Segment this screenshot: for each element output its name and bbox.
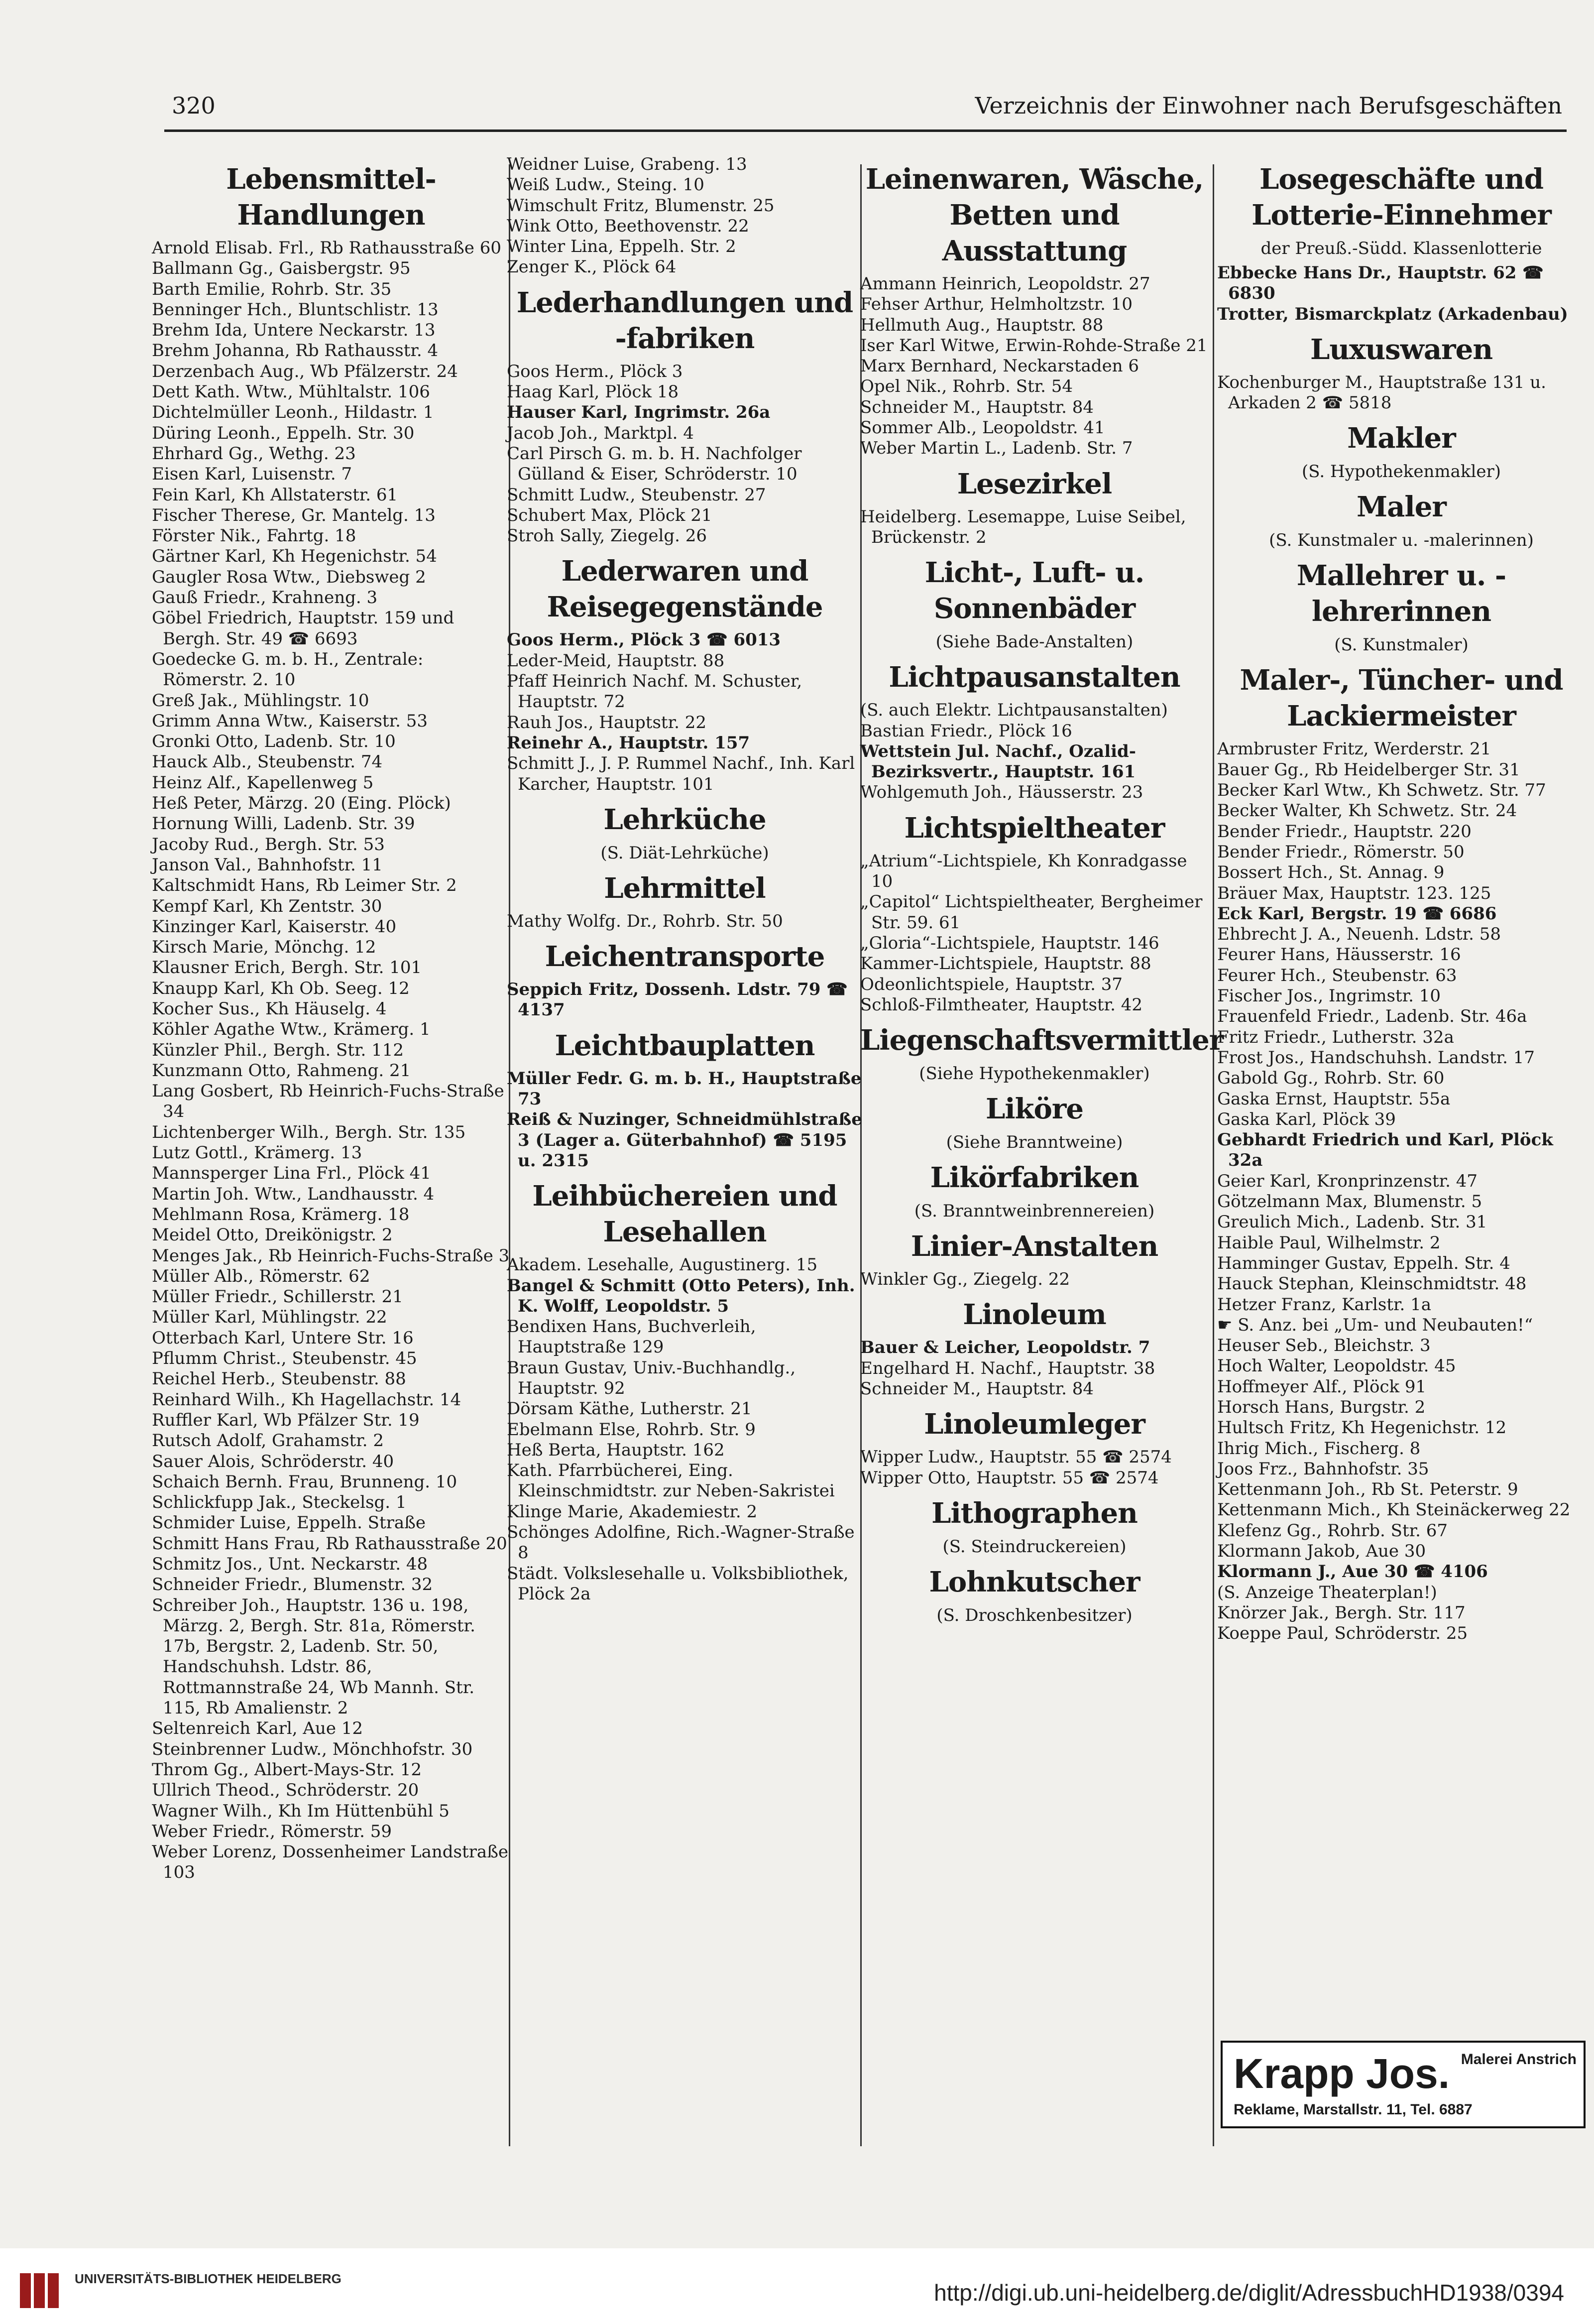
directory-entry: Pflumm Christ., Steubenstr. 45 [152, 1348, 417, 1369]
directory-entry: Eisen Karl, Luisenstr. 7 [152, 464, 352, 485]
directory-entry: Kochenburger M., Hauptstraße 131 u. Arkaden 2 ☎ 5818 [1217, 372, 1552, 413]
directory-entry: Wohlgemuth Joh., Häusserstr. 23 [860, 782, 1143, 803]
directory-entry: Jacob Joh., Marktpl. 4 [507, 423, 694, 443]
directory-entry: Steinbrenner Ludw., Mönchhofstr. 30 [152, 1739, 473, 1759]
directory-entry: Schmitt Ludw., Steubenstr. 27 [507, 485, 766, 505]
section-crossref: (S. Branntweinbrennereien) [914, 1201, 1155, 1222]
directory-entry: Dichtelmüller Leonh., Hildastr. 1 [152, 402, 434, 423]
section-heading: Maler-, Tüncher- und Lackiermeister [1240, 664, 1563, 733]
directory-entry: Winter Lina, Eppelh. Str. 2 [507, 237, 736, 257]
directory-entry: Heidelberg. Lesemappe, Luise Seibel, Brückenstr. 2 [860, 506, 1192, 547]
directory-entry: Mehlmann Rosa, Krämerg. 18 [152, 1204, 410, 1224]
directory-section [507, 553, 863, 794]
directory-entry: „Capitol“ Lichtspieltheater, Bergheimer Str. 59. 61 [860, 892, 1208, 933]
directory-entry: Throm Gg., Albert-Mays-Str. 12 [152, 1759, 422, 1780]
directory-entry: Bendixen Hans, Buchverleih, Hauptstraße 129 [507, 1317, 762, 1357]
directory-entry: Opel Nik., Rohrb. Str. 54 [860, 376, 1073, 397]
directory-entry: Sommer Alb., Leopoldstr. 41 [860, 418, 1105, 438]
directory-entry: Martin Joh. Wtw., Landhausstr. 4 [152, 1184, 435, 1204]
directory-section [1217, 489, 1586, 551]
directory-entry: Knaupp Karl, Kh Ob. Seeg. 12 [152, 978, 410, 998]
ad-details: Reklame, Marstallstr. 11, Tel. 6887 [1234, 2101, 1473, 2118]
directory-entry: (S. Anzeige Theaterplan!) [1217, 1582, 1437, 1602]
directory-section [1217, 420, 1586, 482]
directory-entry: „Atrium“-Lichtspiele, Kh Konradgasse 10 [860, 851, 1193, 892]
directory-entry: Rauh Jos., Hauptstr. 22 [507, 712, 706, 733]
directory-entry: Janson Val., Bahnhofstr. 11 [152, 855, 383, 875]
section-heading: Likörfabriken [930, 1161, 1139, 1195]
page-number: 320 [172, 92, 216, 119]
directory-entry: Seppich Fritz, Dossenh. Ldstr. 79 ☎ 4137 [507, 979, 854, 1020]
directory-entry: Müller Karl, Mühlingstr. 22 [152, 1307, 387, 1328]
directory-entry: Schubert Max, Plöck 21 [507, 505, 712, 525]
directory-entry: Fehser Arthur, Helmholtzstr. 10 [860, 294, 1133, 315]
directory-entry: Sauer Alois, Schröderstr. 40 [152, 1451, 394, 1471]
directory-entry: Hamminger Gustav, Eppelh. Str. 4 [1217, 1253, 1510, 1273]
directory-entry: Fein Karl, Kh Allstaterstr. 61 [152, 485, 398, 505]
directory-entry: Reinhard Wilh., Kh Hagellachstr. 14 [152, 1389, 461, 1410]
directory-entry: Frauenfeld Friedr., Ladenb. Str. 46a [1217, 1006, 1527, 1027]
directory-entry: Bossert Hch., St. Annag. 9 [1217, 862, 1445, 883]
section-heading: Linoleumleger [924, 1408, 1145, 1441]
directory-entry: Reiß & Nuzinger, Schneidmühlstraße 3 (Lager a. Güterbahnhof) ☎ 5195 u. 2315 [507, 1109, 868, 1171]
directory-entry: Schreiber Joh., Hauptstr. 136 u. 198, Märzg. 2, Bergh. Str. 81a, Römerstr. 17b, Bergstr. 2, Ladenb. Str. 50, Handschuhsh. Ldstr. 86, Rottmannstraße 24, Wb Mannh. Str. 115, Rb Amalienstr. 2 [152, 1595, 481, 1718]
directory-entry: Weber Martin L., Ladenb. Str. 7 [860, 438, 1133, 459]
section-heading: Leinenwaren, Wäsche, Betten und Ausstattung [865, 163, 1204, 267]
directory-entry: Akadem. Lesehalle, Augustinerg. 15 [507, 1255, 818, 1275]
directory-entry: Gabold Gg., Rohrb. Str. 60 [1217, 1068, 1445, 1089]
directory-entry: Wagner Wilh., Kh Im Hüttenbühl 5 [152, 1801, 450, 1821]
directory-entry: Stroh Sally, Ziegelg. 26 [507, 526, 707, 546]
directory-entry: Weiß Ludw., Steing. 10 [507, 175, 704, 195]
directory-entry: Klausner Erich, Bergh. Str. 101 [152, 958, 422, 978]
directory-entry: Lutz Gottl., Krämerg. 13 [152, 1143, 362, 1163]
directory-entry: Weber Friedr., Römerstr. 59 [152, 1821, 392, 1841]
directory-section [507, 1028, 868, 1171]
directory-entry: Bauer Gg., Rb Heidelberger Str. 31 [1217, 759, 1520, 780]
directory-section [1217, 558, 1586, 655]
directory-entry: Becker Karl Wtw., Kh Schwetz. Str. 77 [1217, 780, 1546, 801]
directory-entry: Fritz Friedr., Lutherstr. 32a [1217, 1027, 1454, 1047]
directory-entry: Hoffmeyer Alf., Plöck 91 [1217, 1376, 1427, 1397]
running-title: Verzeichnis der Einwohner nach Berufsgeschäften [975, 92, 1562, 119]
directory-entry: Hoch Walter, Leopoldstr. 45 [1217, 1356, 1456, 1376]
directory-section [860, 1022, 1224, 1084]
directory-entry: Bastian Friedr., Plöck 16 [860, 721, 1072, 741]
column-4 [1217, 154, 1586, 2324]
directory-entry: Schlickfupp Jak., Steckelsg. 1 [152, 1492, 407, 1513]
directory-entry: Gebhardt Friedrich und Karl, Plöck 32a [1217, 1130, 1559, 1171]
directory-entry: Kunzmann Otto, Rahmeng. 21 [152, 1060, 411, 1081]
section-heading: Licht-, Luft- u. Sonnenbäder [924, 556, 1144, 625]
directory-entry: Kettenmann Mich., Kh Steinäckerweg 22 [1217, 1500, 1571, 1520]
section-heading: Luxuswaren [1310, 333, 1493, 366]
directory-entry: Kammer-Lichtspiele, Hauptstr. 88 [860, 954, 1151, 974]
directory-entry: Gärtner Karl, Kh Hegenichstr. 54 [152, 546, 437, 567]
directory-entry: Müller Fedr. G. m. b. H., Hauptstraße 73 [507, 1068, 868, 1109]
directory-entry: Kirsch Marie, Mönchg. 12 [152, 937, 376, 958]
directory-entry: Geier Karl, Kronprinzenstr. 47 [1217, 1171, 1478, 1191]
directory-entry: Weidner Luise, Grabeng. 13 [507, 154, 747, 174]
section-heading: Maler [1357, 490, 1446, 524]
directory-entry: Wipper Ludw., Hauptstr. 55 ☎ 2574 [860, 1447, 1172, 1468]
directory-entry: Brehm Ida, Untere Neckarstr. 13 [152, 320, 436, 341]
directory-entry: Förster Nik., Fahrtg. 18 [152, 526, 356, 546]
directory-entry: Kaltschmidt Hans, Rb Leimer Str. 2 [152, 875, 457, 896]
section-heading: Makler [1347, 422, 1456, 455]
section-crossref: der Preuß.-Südd. Klassenlotterie [1260, 239, 1542, 258]
directory-entry: Schaich Bernh. Frau, Brunneng. 10 [152, 1471, 457, 1492]
directory-entry: Bangel & Schmitt (Otto Peters), Inh. K. Wolff, Leopoldstr. 5 [507, 1275, 861, 1316]
directory-section [860, 466, 1209, 548]
directory-entry: Hetzer Franz, Karlstr. 1a [1217, 1294, 1432, 1315]
directory-section [860, 1228, 1209, 1290]
directory-entry: Ihrig Mich., Fischerg. 8 [1217, 1438, 1421, 1459]
directory-entry: Schmitt J., J. P. Rummel Nachf., Inh. Karl Karcher, Hauptstr. 101 [507, 753, 861, 794]
directory-entry: Winkler Gg., Ziegelg. 22 [860, 1269, 1070, 1290]
directory-entry: Bender Friedr., Römerstr. 50 [1217, 842, 1465, 862]
directory-section [860, 1564, 1209, 1626]
directory-entry: Ebbecke Hans Dr., Hauptstr. 62 ☎ 6830 [1217, 263, 1550, 304]
directory-entry: Bauer & Leicher, Leopoldstr. 7 [860, 1338, 1150, 1358]
directory-entry: Joos Frz., Bahnhofstr. 35 [1217, 1459, 1429, 1479]
section-heading: Lehrmittel [604, 871, 766, 905]
section-heading: Lohnkutscher [929, 1565, 1140, 1598]
directory-entry: Gaska Karl, Plöck 39 [1217, 1109, 1396, 1129]
directory-entry: Reichel Herb., Steubenstr. 88 [152, 1369, 406, 1389]
directory-entry: Hultsch Fritz, Kh Hegenichstr. 12 [1217, 1418, 1507, 1438]
directory-section [507, 802, 863, 863]
section-heading: Leichentransporte [545, 940, 825, 974]
directory-section [860, 1160, 1209, 1222]
directory-entry: Hellmuth Aug., Hauptstr. 88 [860, 315, 1104, 335]
directory-entry: Benninger Hch., Bluntschlistr. 13 [152, 299, 439, 320]
directory-entry: „Gloria“-Lichtspiele, Hauptstr. 146 [860, 933, 1159, 953]
section-crossref: (S. Droschkenbesitzer) [936, 1605, 1133, 1625]
directory-entry: Goos Herm., Plöck 3 [507, 361, 683, 381]
directory-section [507, 1178, 863, 1604]
directory-entry: Hauck Alb., Steubenstr. 74 [152, 752, 383, 772]
directory-entry: Jacoby Rud., Bergh. Str. 53 [152, 834, 385, 855]
directory-entry: Städt. Volkslesehalle u. Volksbibliothek, Plöck 2a [507, 1563, 854, 1604]
directory-section [860, 1297, 1209, 1399]
directory-entry: Schmitt Hans Frau, Rb Rathausstraße 20 [152, 1533, 507, 1554]
directory-entry: Klormann J., Aue 30 ☎ 4106 [1217, 1562, 1488, 1582]
section-heading: Linier-Anstalten [911, 1230, 1158, 1263]
directory-entry: Klinge Marie, Akademiestr. 2 [507, 1501, 758, 1522]
section-heading: Lederhandlungen und -fabriken [516, 286, 853, 355]
section-heading: Lichtpausanstalten [889, 661, 1180, 694]
directory-entry: Schmider Luise, Eppelh. Straße [152, 1513, 426, 1533]
directory-entry: Schneider M., Hauptstr. 84 [860, 1379, 1094, 1399]
directory-entry: Arnold Elisab. Frl., Rb Rathausstraße 60 [152, 238, 501, 258]
directory-entry: Weber Lorenz, Dossenheimer Landstraße 103 [152, 1842, 514, 1883]
directory-entry: Koeppe Paul, Schröderstr. 25 [1217, 1623, 1468, 1644]
directory-entry: Pfaff Heinrich Nachf. M. Schuster, Hauptstr. 72 [507, 671, 807, 712]
directory-entry: Marx Bernhard, Neckarstaden 6 [860, 356, 1139, 376]
directory-entry: Becker Walter, Kh Schwetz. Str. 24 [1217, 801, 1517, 821]
directory-entry: Lang Gosbert, Rb Heinrich-Fuchs-Straße 34 [152, 1081, 510, 1122]
directory-entry: (S. auch Elektr. Lichtpausanstalten) [860, 700, 1168, 721]
directory-entry: Leder-Meid, Hauptstr. 88 [507, 650, 725, 671]
directory-section [507, 285, 863, 547]
directory-section [1217, 332, 1586, 414]
section-heading: Leichtbauplatten [555, 1029, 815, 1062]
section-heading: Losegeschäfte und Lotterie-Einnehmer [1252, 163, 1551, 232]
directory-entry: Mannsperger Lina Frl., Plöck 41 [152, 1163, 431, 1184]
directory-entry: Schloß-Filmtheater, Hauptstr. 42 [860, 994, 1142, 1015]
directory-entry: Brehm Johanna, Rb Rathausstr. 4 [152, 341, 439, 361]
section-heading: Leihbüchereien und Lesehallen [532, 1180, 837, 1249]
directory-entry: Goedecke G. m. b. H., Zentrale: Römerstr. 2. 10 [152, 649, 429, 690]
column-1 [152, 154, 514, 2324]
directory-section [507, 870, 863, 932]
directory-section [860, 1406, 1209, 1488]
section-heading: Lesezirkel [957, 467, 1112, 500]
directory-entry: Derzenbach Aug., Wb Pfälzerstr. 24 [152, 361, 458, 381]
directory-entry: Armbruster Fritz, Werderstr. 21 [1217, 739, 1491, 759]
directory-entry: Greß Jak., Mühlingstr. 10 [152, 690, 369, 711]
advertisement-box [1221, 2041, 1586, 2128]
directory-section [1217, 161, 1586, 325]
directory-entry: Göbel Friedrich, Hauptstr. 159 und Bergh. Str. 49 ☎ 6693 [152, 608, 460, 649]
directory-entry: Feurer Hch., Steubenstr. 63 [1217, 965, 1457, 985]
section-heading: Lehrküche [603, 803, 766, 836]
directory-entry: Ehrhard Gg., Wethg. 23 [152, 443, 356, 464]
directory-entry: Hauser Karl, Ingrimstr. 26a [507, 402, 771, 423]
directory-section [860, 810, 1209, 1015]
directory-section [1217, 662, 1586, 1644]
directory-entry: Kath. Pfarrbücherei, Eing. Kleinschmidtstr. zur Neben-Sakristei [507, 1461, 835, 1501]
directory-entry: Gaska Ernst, Hauptstr. 55a [1217, 1089, 1451, 1109]
directory-entry: Gaugler Rosa Wtw., Diebsweg 2 [152, 567, 426, 587]
directory-section [860, 659, 1209, 803]
directory-entry: Hauck Stephan, Kleinschmidtstr. 48 [1217, 1274, 1527, 1294]
directory-entry: Schmitz Jos., Unt. Neckarstr. 48 [152, 1554, 428, 1574]
directory-entry: Düring Leonh., Eppelh. Str. 30 [152, 423, 415, 443]
directory-entry: Schneider M., Hauptstr. 84 [860, 397, 1094, 417]
directory-entry: Bräuer Max, Hauptstr. 123. 125 [1217, 883, 1491, 903]
directory-entry: Seltenreich Karl, Aue 12 [152, 1718, 363, 1739]
directory-section [860, 555, 1209, 652]
directory-entry: Knörzer Jak., Bergh. Str. 117 [1217, 1602, 1466, 1623]
directory-entry: Wink Otto, Beethovenstr. 22 [507, 216, 749, 236]
directory-entry: Künzler Phil., Bergh. Str. 112 [152, 1040, 404, 1060]
directory-entry: Ammann Heinrich, Leopoldstr. 27 [860, 274, 1150, 294]
directory-entry: Braun Gustav, Univ.-Buchhandlg., Hauptstr. 92 [507, 1357, 801, 1398]
header-rule [164, 129, 1567, 132]
section-crossref: (Siehe Hypothekenmakler) [919, 1064, 1150, 1084]
directory-entry: Wipper Otto, Hauptstr. 55 ☎ 2574 [860, 1468, 1159, 1488]
directory-section [860, 1495, 1209, 1557]
directory-entry: Klormann Jakob, Aue 30 [1217, 1541, 1426, 1562]
directory-entry: Ballmann Gg., Gaisbergstr. 95 [152, 258, 411, 279]
source-url[interactable]: http://digi.ub.uni-heidelberg.de/diglit/AdressbuchHD1938/0394 [934, 2280, 1564, 2306]
directory-entry: Eck Karl, Bergstr. 19 ☎ 6686 [1217, 903, 1497, 924]
directory-entry: Müller Alb., Römerstr. 62 [152, 1266, 370, 1286]
column-3 [860, 154, 1224, 2324]
directory-entry: Zenger K., Plöck 64 [507, 257, 677, 277]
directory-entry: Carl Pirsch G. m. b. H. Nachfolger Gülland & Eiser, Schröderstr. 10 [507, 443, 807, 485]
section-heading: Lichtspieltheater [904, 811, 1165, 845]
directory-entry: Klefenz Gg., Rohrb. Str. 67 [1217, 1520, 1448, 1541]
directory-entry: Dörsam Käthe, Lutherstr. 21 [507, 1399, 752, 1419]
directory-entry: Haible Paul, Wilhelmstr. 2 [1217, 1232, 1441, 1253]
section-heading: Liköre [986, 1093, 1083, 1126]
section-heading: Lithographen [931, 1496, 1138, 1530]
column-2 [507, 154, 868, 2324]
section-crossref: (S. Kunstmaler) [1334, 635, 1469, 655]
directory-entry: Grimm Anna Wtw., Kaiserstr. 53 [152, 711, 428, 731]
directory-entry: Meidel Otto, Dreikönigstr. 2 [152, 1225, 393, 1245]
directory-entry: Reinehr A., Hauptstr. 157 [507, 733, 750, 753]
directory-entry: Kinzinger Karl, Kaiserstr. 40 [152, 916, 397, 937]
library-logo-icon [18, 2270, 63, 2310]
directory-entry: Wettstein Jul. Nachf., Ozalid-Bezirksvertr., Hauptstr. 161 [860, 741, 1136, 782]
footer-bar [0, 2248, 1594, 2324]
directory-entry: Heß Peter, Märzg. 20 (Eing. Plöck) [152, 793, 451, 814]
directory-section [860, 161, 1209, 459]
library-name: UNIVERSITÄTS-BIBLIOTHEK HEIDELBERG [75, 2271, 342, 2286]
section-heading: Lederwaren und Reisegegenstände [547, 555, 823, 624]
section-crossref: (S. Kunstmaler u. -malerinnen) [1269, 530, 1534, 551]
section-heading: Mallehrer u. -lehrerinnen [1296, 559, 1506, 628]
directory-entry: Müller Friedr., Schillerstr. 21 [152, 1287, 403, 1307]
section-crossref: (S. Steindruckereien) [942, 1536, 1127, 1557]
section-heading: Liegenschaftsvermittler [860, 1024, 1224, 1057]
directory-entry: Heuser Seb., Bleichstr. 3 [1217, 1336, 1431, 1356]
directory-entry: Frost Jos., Handschuhsh. Landstr. 17 [1217, 1047, 1535, 1068]
directory-entry: Schönges Adolfine, Rich.-Wagner-Straße 8 [507, 1522, 860, 1563]
directory-section [507, 939, 863, 1021]
directory-entry: Horsch Hans, Burgstr. 2 [1217, 1397, 1426, 1417]
directory-entry: Otterbach Karl, Untere Str. 16 [152, 1328, 414, 1348]
directory-entry: Fischer Therese, Gr. Mantelg. 13 [152, 505, 436, 525]
directory-section [152, 161, 514, 1883]
directory-entry: Mathy Wolfg. Dr., Rohrb. Str. 50 [507, 911, 783, 931]
directory-section [507, 154, 863, 278]
directory-entry: Heß Berta, Hauptstr. 162 [507, 1440, 725, 1460]
directory-entry: Bender Friedr., Hauptstr. 220 [1217, 821, 1472, 842]
directory-entry: Kocher Sus., Kh Häuselg. 4 [152, 998, 387, 1019]
directory-section [860, 1091, 1209, 1153]
directory-entry: Feurer Hans, Häusserstr. 16 [1217, 945, 1461, 965]
directory-entry: Ehbrecht J. A., Neuenh. Ldstr. 58 [1217, 924, 1501, 945]
directory-entry: Wimschult Fritz, Blumenstr. 25 [507, 195, 775, 216]
directory-entry: Odeonlichtspiele, Hauptstr. 37 [860, 974, 1123, 994]
directory-entry: Gronki Otto, Ladenb. Str. 10 [152, 732, 396, 752]
directory-entry: Gauß Friedr., Krahneng. 3 [152, 588, 378, 608]
directory-entry: Rutsch Adolf, Grahamstr. 2 [152, 1431, 384, 1451]
directory-entry: Hornung Willi, Ladenb. Str. 39 [152, 814, 415, 834]
column-divider [1213, 164, 1214, 2146]
section-crossref: (Siehe Branntweine) [946, 1132, 1123, 1153]
directory-entry: Köhler Agathe Wtw., Krämerg. 1 [152, 1019, 431, 1040]
directory-entry: Dett Kath. Wtw., Mühltalstr. 106 [152, 382, 430, 402]
directory-entry: ☛ S. Anz. bei „Um- und Neubauten!“ [1217, 1315, 1533, 1335]
section-crossref: (S. Diät-Lehrküche) [600, 843, 769, 863]
directory-entry: Trotter, Bismarckplatz (Arkadenbau) [1217, 304, 1568, 324]
directory-entry: Goos Herm., Plöck 3 ☎ 6013 [507, 630, 781, 650]
section-heading: Linoleum [963, 1298, 1106, 1332]
directory-entry: Schneider Friedr., Blumenstr. 32 [152, 1575, 433, 1595]
directory-entry: Engelhard H. Nachf., Hauptstr. 38 [860, 1358, 1155, 1378]
section-heading: Lebensmittel-Handlungen [226, 163, 436, 232]
directory-entry: Heinz Alf., Kapellenweg 5 [152, 772, 374, 793]
directory-entry: Lichtenberger Wilh., Bergh. Str. 135 [152, 1122, 466, 1142]
directory-entry: Ullrich Theod., Schröderstr. 20 [152, 1780, 419, 1801]
directory-entry: Fischer Jos., Ingrimstr. 10 [1217, 986, 1441, 1006]
ad-company-name: Krapp Jos. [1234, 2050, 1450, 2097]
directory-entry: Ruffler Karl, Wb Pfälzer Str. 19 [152, 1410, 420, 1430]
directory-entry: Kempf Karl, Kh Zentstr. 30 [152, 896, 382, 916]
section-crossref: (Siehe Bade-Anstalten) [935, 632, 1134, 652]
directory-entry: Iser Karl Witwe, Erwin-Rohde-Straße 21 [860, 335, 1208, 356]
directory-entry: Menges Jak., Rb Heinrich-Fuchs-Straße 3 [152, 1245, 510, 1266]
directory-entry: Greulich Mich., Ladenb. Str. 31 [1217, 1212, 1487, 1232]
directory-entry: Kettenmann Joh., Rb St. Peterstr. 9 [1217, 1479, 1518, 1500]
directory-entry: Götzelmann Max, Blumenstr. 5 [1217, 1192, 1482, 1212]
directory-entry: Barth Emilie, Rohrb. Str. 35 [152, 279, 392, 299]
ad-trade: Malerei Anstrich [1461, 2051, 1577, 2068]
directory-entry: Ebelmann Else, Rohrb. Str. 9 [507, 1419, 756, 1440]
section-crossref: (S. Hypothekenmakler) [1302, 462, 1501, 482]
directory-entry: Haag Karl, Plöck 18 [507, 382, 679, 402]
